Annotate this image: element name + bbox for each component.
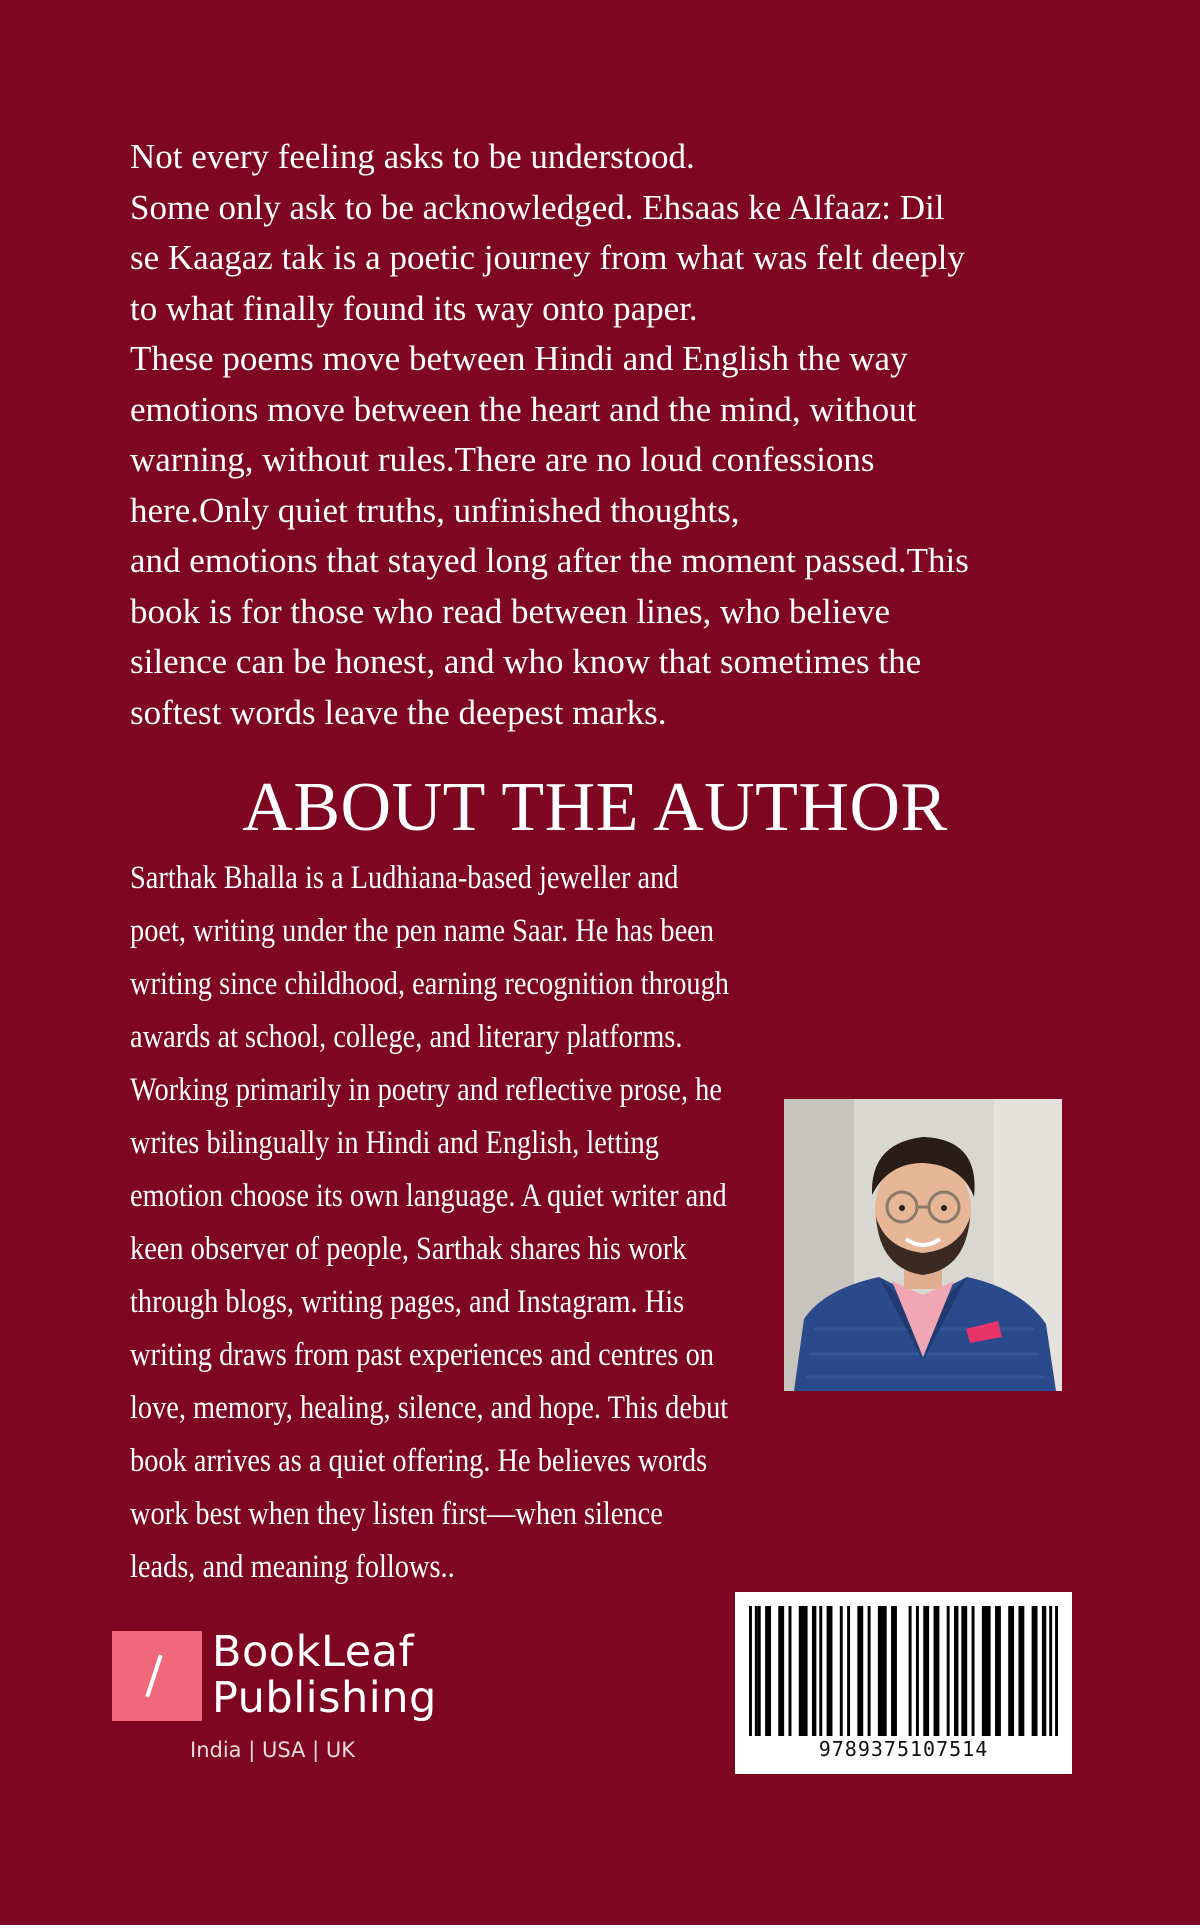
book-blurb	[130, 132, 1090, 738]
publisher-regions: India | USA | UK	[190, 1738, 355, 1762]
isbn-barcode	[735, 1592, 1072, 1774]
blurb-line: Not every feeling asks to be understood.	[130, 137, 695, 176]
bio-line: through blogs, writing pages, and Instagram. His	[130, 1284, 685, 1320]
barcode-bar	[891, 1606, 897, 1736]
blurb-line: warning, without rules.There are no loud confessions	[130, 440, 875, 479]
barcode-bar	[840, 1606, 843, 1736]
bio-line: Working primarily in poetry and reflective prose, he	[130, 1072, 722, 1108]
barcode-bar	[1032, 1606, 1038, 1736]
barcode-bars	[745, 1606, 1062, 1736]
blurb-line: silence can be honest, and who know that sometimes the	[130, 642, 922, 681]
bio-line: love, memory, healing, silence, and hope. This debut	[130, 1390, 729, 1426]
isbn-number: 9789375107514	[818, 1737, 989, 1761]
bio-line: emotion choose its own language. A quiet writer and	[130, 1178, 727, 1214]
bio-line: poet, writing under the pen name Saar. He has been	[130, 913, 714, 949]
bio-line: writing draws from past experiences and centres on	[130, 1337, 714, 1373]
blurb-line: se Kaagaz tak is a poetic journey from what was felt deeply	[130, 238, 965, 277]
blurb-line: softest words leave the deepest marks.	[130, 692, 667, 732]
barcode-bar	[923, 1606, 929, 1736]
slash-square-logo-icon	[112, 1631, 202, 1721]
blurb-line: book is for those who read between lines, who believe	[130, 591, 891, 631]
bio-line: writing since childhood, earning recognition through	[130, 966, 730, 1002]
about-author-heading: ABOUT THE AUTHOR	[242, 769, 948, 846]
slash-icon	[145, 1654, 162, 1697]
publisher-logo	[112, 1627, 452, 1771]
barcode-bar	[789, 1606, 792, 1736]
barcode-bar	[857, 1606, 863, 1736]
barcode-bar	[819, 1606, 822, 1736]
barcode-bar	[995, 1606, 1001, 1736]
blurb-line: here.Only quiet truths, unfinished thoughts,	[130, 490, 740, 530]
bio-line: keen observer of people, Sarthak shares his work	[130, 1231, 687, 1267]
barcode-bar	[812, 1606, 816, 1736]
barcode-bar	[916, 1606, 919, 1736]
barcode-bar	[765, 1606, 771, 1736]
blurb-line: to what finally found its way onto paper.	[130, 288, 698, 328]
author-portrait-photo	[784, 1099, 1062, 1391]
author-bio	[130, 852, 790, 1594]
bio-line: leads, and meaning follows..	[130, 1549, 455, 1585]
barcode-bar	[1042, 1606, 1046, 1736]
barcode-bar	[982, 1606, 991, 1736]
blurb-line: and emotions that stayed long after the moment passed.This	[130, 541, 969, 580]
barcode-bar	[755, 1606, 758, 1736]
bio-line: book arrives as a quiet offering. He believes words	[130, 1443, 708, 1479]
barcode-bar	[847, 1606, 850, 1736]
barcode-bar	[1018, 1606, 1024, 1736]
barcode-bar	[778, 1606, 784, 1736]
barcode-bar	[878, 1606, 887, 1736]
portrait-illustration	[784, 1099, 1062, 1391]
barcode-bar	[947, 1606, 950, 1736]
blurb-line: emotions move between the heart and the mind, without	[130, 389, 917, 429]
barcode-bar	[827, 1606, 833, 1736]
bio-line: writes bilingually in Hindi and English, letting	[130, 1125, 659, 1161]
barcode-bar	[799, 1606, 808, 1736]
barcode-bar	[909, 1606, 912, 1736]
barcode-bar	[758, 1606, 761, 1736]
barcode-bar	[954, 1606, 958, 1736]
bio-line: work best when they listen first—when silence	[130, 1496, 663, 1532]
barcode-bar	[868, 1606, 871, 1736]
barcode-bar	[972, 1606, 975, 1736]
barcode-bar	[1049, 1606, 1052, 1736]
publisher-name-line2: Publishing	[212, 1673, 437, 1723]
blurb-line: Some only ask to be acknowledged. Ehsaas ke Alfaaz: Dil	[130, 187, 945, 227]
publisher-name-line1: BookLeaf	[212, 1627, 415, 1677]
bio-line: Sarthak Bhalla is a Ludhiana-based jeweller and	[130, 860, 679, 896]
bio-line: awards at school, college, and literary platforms.	[130, 1019, 683, 1055]
barcode-bar	[961, 1606, 967, 1736]
barcode-bar	[934, 1606, 940, 1736]
barcode-bar	[1055, 1606, 1058, 1736]
barcode-bar	[749, 1606, 752, 1736]
blurb-line: These poems move between Hindi and English the way	[130, 339, 908, 378]
barcode-bar	[1008, 1606, 1014, 1736]
